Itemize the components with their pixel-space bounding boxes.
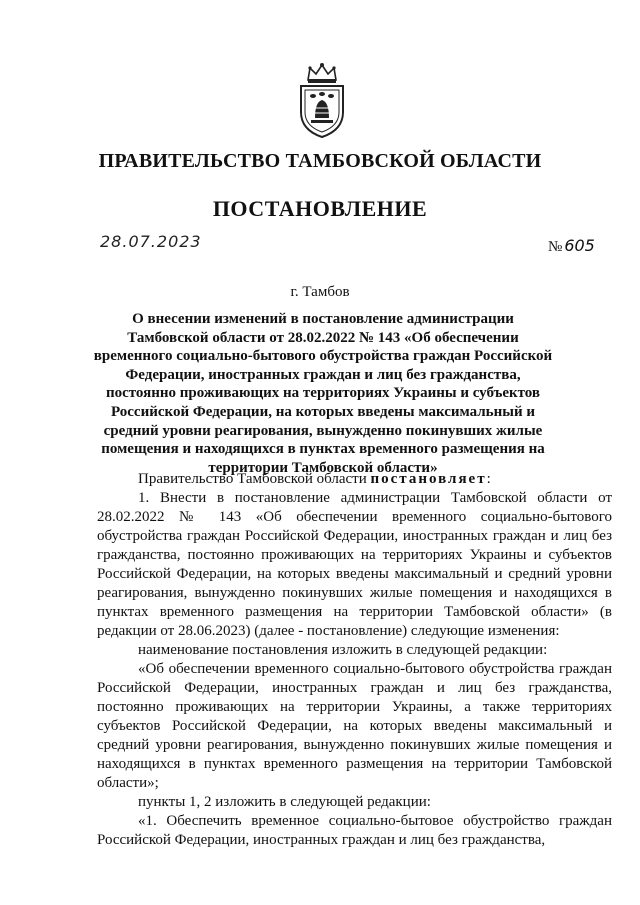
city-label: г. Тамбов bbox=[290, 284, 350, 300]
number-value: 605 bbox=[564, 236, 595, 255]
number-label: № bbox=[548, 239, 563, 255]
intro-spaced-word: постановляет bbox=[370, 471, 487, 487]
body-paragraph: «Об обеспечении временного социально-бытового обустройства граждан Российской Федерации, иностранных граждан и лиц без гражданства, постоянно проживающих на территории Украины, а также территориях субъектов Российской Федерации, на которых введены максимальный и средний уровни реагирования, вынужденно покинувших жилые помещения и находящихся в пунктах временного размещения на территории Тамбовской области»; bbox=[97, 661, 612, 791]
body-paragraph: «1. Обеспечить временное социально-бытовое обустройство граждан Российской Федерации, иностранных граждан и лиц без гражданства, bbox=[97, 813, 612, 848]
document-body bbox=[97, 470, 612, 850]
body-paragraph: наименование постановления изложить в следующей редакции: bbox=[138, 642, 548, 658]
document-type-title: ПОСТАНОВЛЕНИЕ bbox=[212, 196, 428, 221]
government-title: ПРАВИТЕЛЬСТВО ТАМБОВСКОЙ ОБЛАСТИ bbox=[98, 150, 542, 172]
document-date: 28.07.2023 bbox=[100, 232, 202, 251]
body-paragraph: 1. Внести в постановление администрации Тамбовской области от 28.02.2022 № 143 «Об обеспечении временного социально-бытового обустройства граждан Российской Федерации, иностранных граждан и лиц без гражданства, постоянно проживающих на территориях Украины и субъектов Российской Федерации, на которых введены максимальный и средний уровни реагирования, вынужденно покинувших жилые помещения и находящихся в пунктах временного размещения на территории Тамбовской области» (в редакции от 28.06.2023) (далее - постановление) следующие изменения: bbox=[97, 490, 612, 639]
document-subject: О внесении изменений в постановление администрации Тамбовской области от 28.02.2022 № 143 «Об обеспечении временного социально-бытового обустройства граждан Российской Федерации, иностранных граждан и лиц без гражданства, постоянно проживающих на территориях Украины и субъектов Российской Федерации, на которых введены максимальный и средний уровни реагирования, вынужденно покинувших жилые помещения и находящихся в пунктах временного размещения на территории Тамбовской области» bbox=[93, 311, 553, 476]
intro-paragraph bbox=[97, 470, 612, 489]
coat-of-arms-icon bbox=[296, 62, 348, 140]
intro-suffix: : bbox=[486, 471, 491, 487]
document-number bbox=[548, 236, 595, 256]
intro-prefix: Правительство Тамбовской области bbox=[138, 471, 371, 487]
body-paragraph: пункты 1, 2 изложить в следующей редакции: bbox=[138, 794, 431, 810]
